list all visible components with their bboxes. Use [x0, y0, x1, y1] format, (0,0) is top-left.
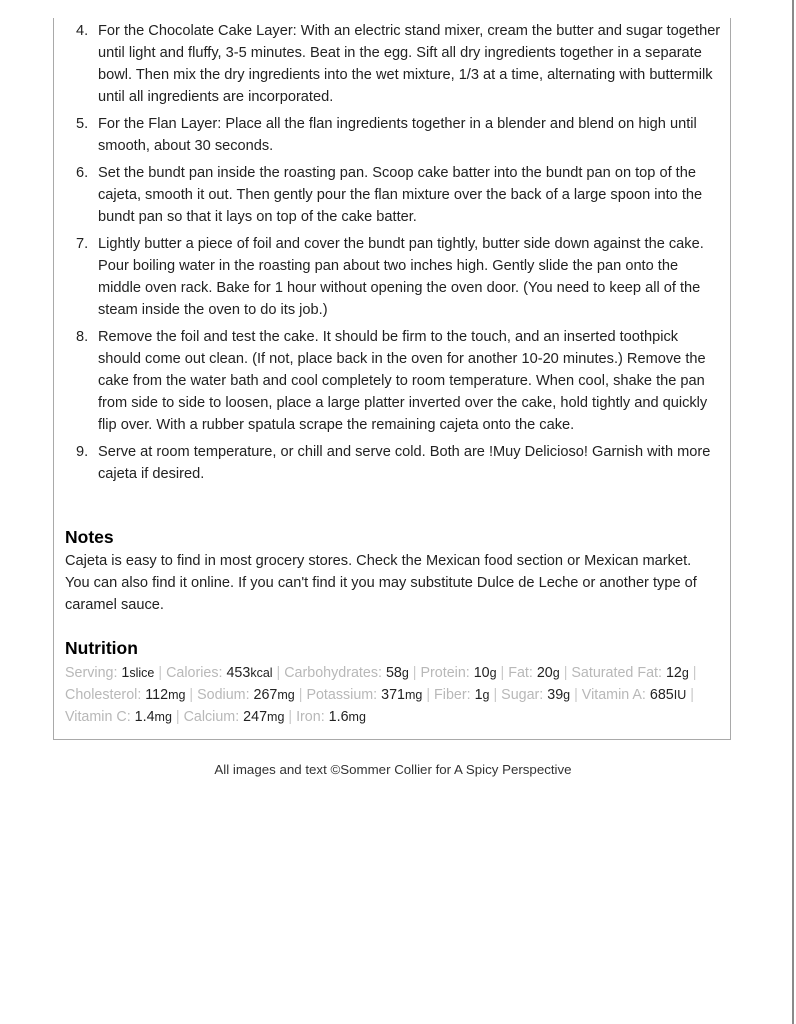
step-number: 9.	[76, 444, 89, 460]
nutrition-value: 1.6	[328, 709, 349, 725]
nutrition-value: 267	[253, 687, 278, 703]
step-number: 4.	[76, 23, 89, 39]
instruction-step	[64, 162, 724, 228]
nutrition-value: 1	[474, 687, 483, 703]
nutrition-item	[65, 665, 154, 681]
nutrition-label: Saturated Fat:	[571, 665, 666, 681]
instructions-list	[64, 20, 724, 490]
step-text: Set the bundt pan inside the roasting pan. Scoop cake batter into the bundt pan on top of the cajeta, smooth it out. Then gently pour the flan mixture over the back of a large spoon into the bundt pan so that it lays on top of the cake batter.	[98, 165, 703, 225]
copyright-footer: All images and text ©Sommer Collier for A Spicy Perspective	[214, 762, 572, 777]
nutrition-heading: Nutrition	[65, 638, 138, 658]
nutrition-value: 1.4	[134, 709, 155, 725]
nutrition-separator: |	[686, 687, 694, 703]
nutrition-item	[434, 687, 489, 703]
nutrition-separator: |	[496, 665, 509, 681]
nutrition-item	[284, 665, 409, 681]
nutrition-item	[166, 665, 272, 681]
nutrition-unit: mg	[348, 710, 366, 724]
nutrition-label: Sodium:	[197, 687, 254, 703]
nutrition-item	[582, 687, 686, 703]
nutrition-label: Potassium:	[306, 687, 382, 703]
nutrition-unit: mg	[168, 688, 186, 702]
nutrition-separator: |	[294, 687, 307, 703]
step-text: For the Flan Layer: Place all the flan ingredients together in a blender and blend on high until smooth, about 30 seconds.	[98, 116, 697, 154]
step-text: Serve at room temperature, or chill and serve cold. Both are !Muy Delicioso! Garnish with more cajeta if desired.	[98, 444, 711, 482]
nutrition-separator: |	[559, 665, 572, 681]
nutrition-unit: g	[681, 666, 689, 680]
recipe-card	[53, 18, 731, 740]
step-text: For the Chocolate Cake Layer: With an electric stand mixer, cream the butter and sugar together until light and fluffy, 3-5 minutes. Beat in the egg. Sift all dry ingredients together in a separate bowl. Then mix the dry ingredients into the wet mixture, 1/3 at a time, alternating with buttermilk until all ingredients are incorporated.	[98, 23, 721, 105]
nutrition-separator: |	[284, 709, 297, 725]
nutrition-value: 39	[547, 687, 564, 703]
nutrition-value: 12	[665, 665, 682, 681]
page-edge-divider	[792, 0, 794, 1024]
step-text: Remove the foil and test the cake. It should be firm to the touch, and an inserted toothpick should come out clean. (If not, place back in the oven for another 10-20 minutes.) Remove the cake from the water bath and cool completely to room temperature. When cool, shake the pan from side to side to loosen, place a large platter inverted over the cake, hold tightly and quickly flip over. With a rubber spatula scrape the remaining cajeta onto the cake.	[98, 329, 708, 433]
nutrition-value: 685	[649, 687, 674, 703]
nutrition-item	[571, 665, 688, 681]
nutrition-label: Cholesterol:	[65, 687, 146, 703]
nutrition-item	[296, 709, 366, 725]
nutrition-label: Iron:	[296, 709, 329, 725]
nutrition-label: Fat:	[508, 665, 537, 681]
step-text: Lightly butter a piece of foil and cover the bundt pan tightly, butter side down against the cake. Pour boiling water in the roasting pan about two inches high. Gently slide the pan onto the middle oven rack. Bake for 1 hour without opening the oven door. (You need to keep all of the steam inside the oven to do its job.)	[98, 236, 704, 318]
nutrition-separator: |	[185, 687, 198, 703]
nutrition-separator: |	[688, 665, 697, 681]
nutrition-value: 58	[385, 665, 402, 681]
nutrition-label: Vitamin A:	[581, 687, 650, 703]
nutrition-value: 10	[473, 665, 490, 681]
nutrition-separator: |	[422, 687, 435, 703]
nutrition-label: Calories:	[166, 665, 227, 681]
notes-heading: Notes	[65, 527, 114, 547]
nutrition-item	[184, 709, 285, 725]
nutrition-separator: |	[408, 665, 421, 681]
nutrition-item	[197, 687, 295, 703]
instruction-step	[64, 20, 724, 108]
nutrition-value: 371	[381, 687, 405, 703]
instruction-step	[64, 441, 724, 485]
nutrition-unit: mg	[405, 688, 423, 702]
nutrition-separator: |	[489, 687, 502, 703]
nutrition-item	[508, 665, 559, 681]
nutrition-unit: mg	[154, 710, 172, 724]
nutrition-separator: |	[570, 687, 582, 703]
nutrition-item	[65, 709, 172, 725]
step-number: 8.	[76, 329, 89, 345]
nutrition-unit: g	[552, 666, 560, 680]
nutrition-label: Carbohydrates:	[284, 665, 386, 681]
nutrition-separator: |	[171, 709, 184, 725]
nutrition-unit: IU	[673, 688, 687, 702]
nutrition-value: 20	[536, 665, 553, 681]
nutrition-item	[501, 687, 570, 703]
nutrition-unit: kcal	[250, 666, 273, 680]
nutrition-label: Calcium:	[183, 709, 244, 725]
nutrition-unit: g	[482, 688, 490, 702]
notes-text: Cajeta is easy to find in most grocery stores. Check the Mexican food section or Mexican market. You can also find it online. If you can't find it you may substitute Dulce de Leche or another type of caramel sauce.	[65, 553, 697, 613]
instruction-step	[64, 113, 724, 157]
nutrition-label: Fiber:	[434, 687, 475, 703]
nutrition-item	[306, 687, 422, 703]
nutrition-unit: g	[489, 666, 497, 680]
nutrition-label: Sugar:	[501, 687, 548, 703]
nutrition-unit: mg	[277, 688, 295, 702]
nutrition-label: Protein:	[420, 665, 474, 681]
nutrition-value: 247	[243, 709, 268, 725]
nutrition-unit: g	[401, 666, 409, 680]
nutrition-item	[420, 665, 496, 681]
nutrition-item	[65, 687, 185, 703]
instruction-step	[64, 233, 724, 321]
step-number: 6.	[76, 165, 89, 181]
step-number: 5.	[76, 116, 89, 132]
nutrition-unit: g	[563, 688, 571, 702]
nutrition-unit: slice	[129, 666, 155, 680]
nutrition-value: 453	[226, 665, 251, 681]
instruction-step	[64, 326, 724, 436]
nutrition-facts	[65, 662, 725, 728]
nutrition-label: Vitamin C:	[65, 709, 135, 725]
nutrition-value: 112	[145, 687, 169, 703]
nutrition-label: Serving:	[65, 665, 122, 681]
nutrition-unit: mg	[267, 710, 285, 724]
nutrition-separator: |	[154, 665, 167, 681]
nutrition-value: 1	[121, 665, 130, 681]
step-number: 7.	[76, 236, 89, 252]
nutrition-separator: |	[272, 665, 285, 681]
